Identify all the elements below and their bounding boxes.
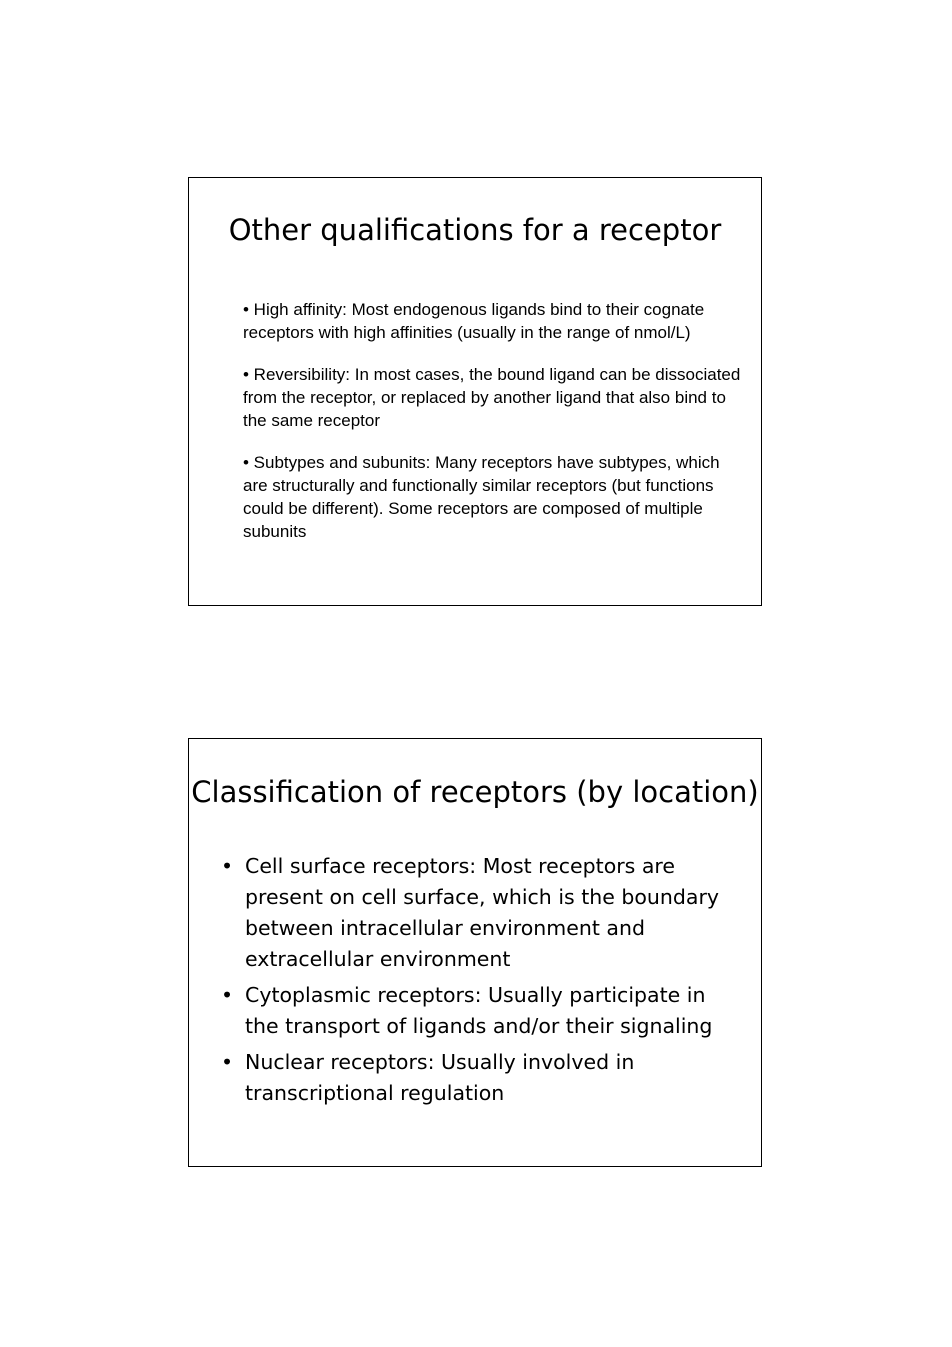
bullet-icon: • (221, 983, 234, 1007)
list-item-text: Cytoplasmic receptors: Usually participate in the transport of ligands and/or their signaling (245, 983, 713, 1038)
bullet-icon: • (221, 854, 234, 878)
paragraph-reversibility: • Reversibility: In most cases, the bound ligand can be dissociated from the receptor, or replaced by another ligand that also bind to the same receptor (243, 365, 741, 430)
list-item-text: Cell surface receptors: Most receptors are present on cell surface, which is the boundary between intracellular environment and extracellular environment (245, 854, 720, 971)
paragraph-high-affinity: • High affinity: Most endogenous ligands bind to their cognate receptors with high affinities (usually in the range of nmol/L) (243, 300, 705, 342)
slide-body (243, 298, 743, 562)
list-item-nuclear (221, 1047, 741, 1109)
list-item-cell-surface (221, 851, 741, 975)
list-item-text: Nuclear receptors: Usually involved in transcriptional regulation (245, 1050, 635, 1105)
bullet-list (221, 851, 741, 1114)
slide-title: Classification of receptors (by location) (191, 775, 759, 809)
bullet-icon: • (221, 1050, 234, 1074)
slide-title: Other qualifications for a receptor (228, 213, 722, 247)
list-item-cytoplasmic (221, 980, 741, 1042)
slide-other-qualifications (188, 177, 762, 606)
slide-classification-by-location (188, 738, 762, 1167)
paragraph-subtypes-subunits: • Subtypes and subunits: Many receptors have subtypes, which are structurally and functionally similar receptors (but functions could be different). Some receptors are composed of multiple subunits (243, 453, 720, 541)
